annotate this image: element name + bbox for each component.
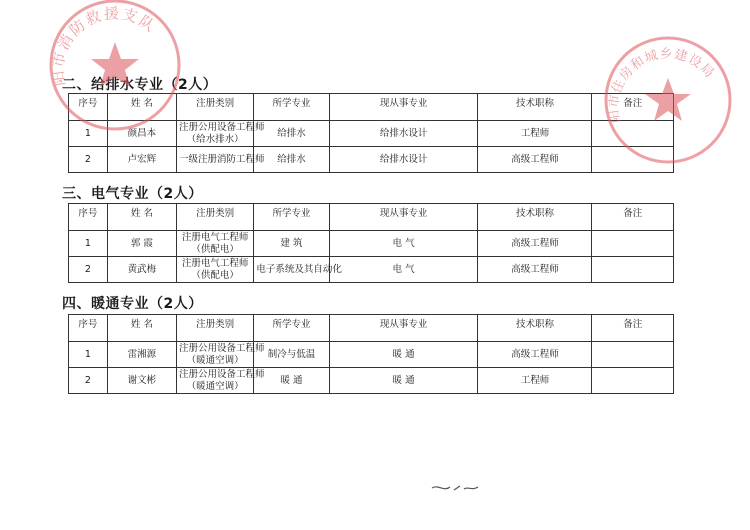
header-title: 技术职称 — [478, 315, 592, 342]
cell-job: 暖 通 — [329, 342, 478, 368]
cell-title: 工程师 — [478, 368, 592, 394]
cell-job: 给排水设计 — [329, 121, 478, 147]
cell-reg — [176, 147, 265, 173]
cell-note — [592, 231, 674, 257]
cell-reg — [176, 257, 253, 283]
cell-reg-line1: 注册公用设备工程师 — [178, 368, 265, 380]
ink-scribble-mark — [428, 478, 488, 498]
cell-reg — [176, 368, 265, 394]
header-major: 所学专业 — [254, 204, 329, 231]
cell-reg-line1: 一级注册消防工程师 — [178, 153, 265, 165]
cell-major: 电子系统及其自动化 — [254, 257, 329, 283]
cell-no: 2 — [69, 257, 108, 283]
table-row — [69, 342, 674, 368]
cell-note — [592, 342, 674, 368]
cell-reg-line2: （供配电） — [191, 269, 239, 281]
header-reg: 注册类别 — [176, 204, 253, 231]
cell-name: 黄武梅 — [107, 257, 176, 283]
cell-name: 卢宏辉 — [107, 147, 176, 173]
seal-right-text: 阳市住房和城乡建设局 — [606, 46, 718, 124]
cell-title: 高级工程师 — [478, 147, 592, 173]
header-reg: 注册类别 — [176, 315, 253, 342]
cell-reg-line2: （给水排水） — [186, 133, 244, 145]
cell-no: 2 — [69, 368, 108, 394]
header-name: 姓 名 — [107, 204, 176, 231]
cell-reg-line1: 注册公用设备工程师 — [178, 121, 265, 133]
cell-no: 1 — [69, 231, 108, 257]
cell-reg — [176, 342, 265, 368]
cell-reg-line2: （供配电） — [191, 243, 239, 255]
cell-reg-line1: 注册公用设备工程师 — [178, 342, 265, 354]
table-row — [69, 231, 674, 257]
cell-no: 1 — [69, 121, 108, 147]
table-row — [69, 257, 674, 283]
staff-table-electrical — [68, 203, 674, 283]
table-row — [69, 368, 674, 394]
table-header-row — [69, 315, 674, 342]
header-title: 技术职称 — [478, 204, 592, 231]
cell-note — [592, 257, 674, 283]
cell-reg-line1: 注册电气工程师 — [181, 257, 249, 269]
cell-major: 给排水 — [254, 147, 329, 173]
cell-major: 给排水 — [254, 121, 329, 147]
cell-job: 给排水设计 — [329, 147, 478, 173]
staff-table-hvac — [68, 314, 674, 394]
cell-major: 制冷与低温 — [254, 342, 329, 368]
cell-reg — [176, 231, 253, 257]
header-note: 备注 — [592, 204, 674, 231]
header-name: 姓 名 — [107, 315, 176, 342]
section-title-hvac: 四、暖通专业（2人） — [62, 296, 203, 312]
cell-reg-line2: （暖通空调） — [186, 354, 244, 366]
header-note: 备注 — [592, 94, 674, 121]
cell-job: 暖 通 — [329, 368, 478, 394]
cell-no: 1 — [69, 342, 108, 368]
cell-name: 雷湘源 — [107, 342, 176, 368]
header-major: 所学专业 — [254, 315, 329, 342]
header-major: 所学专业 — [254, 94, 329, 121]
cell-name: 颜昌本 — [107, 121, 176, 147]
official-seal-right — [598, 30, 738, 170]
seal-left-text: 阳市消防救援支队 — [48, 4, 160, 87]
cell-name: 谢文彬 — [107, 368, 176, 394]
header-name: 姓 名 — [107, 94, 176, 121]
table-row — [69, 147, 674, 173]
section-title-electrical: 三、电气专业（2人） — [62, 186, 203, 202]
header-no: 序号 — [69, 315, 108, 342]
cell-reg-line2: （暖通空调） — [186, 380, 244, 392]
cell-major: 建 筑 — [254, 231, 329, 257]
official-seal-left — [40, 0, 190, 140]
header-title: 技术职称 — [478, 94, 592, 121]
header-no: 序号 — [69, 204, 108, 231]
header-job: 现从事专业 — [329, 94, 478, 121]
cell-reg-line1: 注册电气工程师 — [181, 231, 249, 243]
header-no: 序号 — [69, 94, 108, 121]
cell-name: 郭 霞 — [107, 231, 176, 257]
header-job: 现从事专业 — [329, 204, 478, 231]
header-job: 现从事专业 — [329, 315, 478, 342]
cell-title: 高级工程师 — [478, 231, 592, 257]
cell-job: 电 气 — [329, 231, 478, 257]
section-title-water: 二、给排水专业（2人） — [62, 77, 218, 93]
cell-title: 高级工程师 — [478, 257, 592, 283]
cell-major: 暖 通 — [254, 368, 329, 394]
cell-title: 高级工程师 — [478, 342, 592, 368]
table-header-row — [69, 204, 674, 231]
cell-job: 电 气 — [329, 257, 478, 283]
header-reg: 注册类别 — [176, 94, 253, 121]
cell-no: 2 — [69, 147, 108, 173]
header-note: 备注 — [592, 315, 674, 342]
cell-title: 工程师 — [478, 121, 592, 147]
cell-note — [592, 368, 674, 394]
